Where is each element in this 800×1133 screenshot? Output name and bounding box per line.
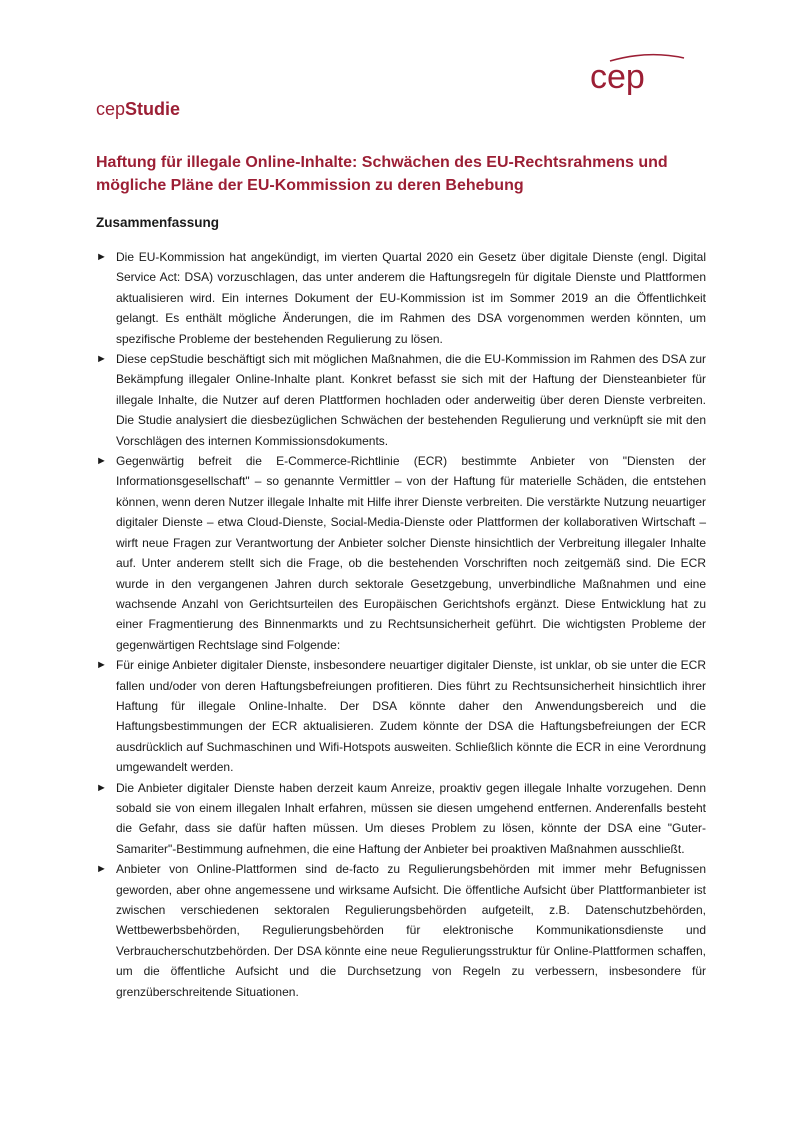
series-label xyxy=(96,99,180,120)
bullet-text: Die EU-Kommission hat angekündigt, im vierten Quartal 2020 ein Gesetz über digitale Dienste (engl. Digital Service Act: DSA) vorzuschlagen, das unter anderem die Haftungsregeln für digitale Dienste und Plattformen aktualisieren wird. Ein internes Dokument der EU-Kommission ist im Sommer 2019 an die Öffentlichkeit gelangt. Es enthält mögliche Änderungen, die im Rahmen des DSA vorgenommen werden könnten, um spezifische Probleme der bestehenden Regulierung zu lösen. xyxy=(116,250,706,346)
summary-bullet xyxy=(96,247,706,349)
cep-logo-graphic xyxy=(588,52,688,102)
summary-bullet xyxy=(96,451,706,655)
summary-bullet xyxy=(96,655,706,777)
document-title: Haftung für illegale Online-Inhalte: Schwächen des EU-Rechtsrahmens und mögliche Pläne der EU-Kommission zu deren Behebung xyxy=(96,154,668,194)
bullet-text: Für einige Anbieter digitaler Dienste, insbesondere neuartiger digitaler Dienste, ist unklar, ob sie unter die ECR fallen und/oder von deren Haftungsbefreiungen profitieren. Dies führt zu Rechtsunsicherheit hinsichtlich ihrer Haftung für illegale Online-Inhalte. Der DSA könnte daher den Anwendungsbereich und die Haftungsbestimmungen der ECR aktualisieren. Zudem könnte der DSA die Haftungsbefreiungen der ECR ausdrücklich auf Suchmaschinen und Wifi-Hotspots ausweiten. Schließlich könnte die ECR in eine Verordnung umgewandelt werden. xyxy=(116,658,706,775)
bullet-marker-icon: ► xyxy=(96,781,107,794)
bullet-text: Anbieter von Online-Plattformen sind de-facto zu Regulierungsbehörden mit immer mehr Befugnissen geworden, aber ohne angemessene und wirksame Aufsicht. Die öffentliche Aufsicht über Plattformanbieter ist zwischen verschiedenen sektoralen Regulierungsbehörden aufgeteilt, z.B. Datenschutzbehörden, Wettbewerbsbehörden, Regulierungsbehörden für elektronische Kommunikationsdienste und Verbraucherschutzbehörden. Der DSA könnte eine neue Regulierungsstruktur für Online-Plattformen schaffen, um die öffentliche Aufsicht und die Durchsetzung von Regeln zu verbessern, insbesondere für grenzüberschreitende Situationen. xyxy=(116,862,706,999)
bullet-text: Gegenwärtig befreit die E-Commerce-Richtlinie (ECR) bestimmte Anbieter von "Diensten der Informationsgesellschaft" – so genannte Vermittler – von der Haftung für materielle Schäden, die entstehen können, wenn deren Nutzer illegale Inhalte mit Hilfe ihrer Dienste verbreiten. Die verstärkte Nutzung neuartiger digitaler Dienste – etwa Cloud-Dienste, Social-Media-Dienste oder Plattformen der kollaborativen Wirtschaft – wirft neue Fragen zur Verantwortung der Anbieter solcher Dienste hinsichtlich der Verbreitung illegaler Inhalte auf. Unter anderem stellt sich die Frage, ob die bestehenden Vorschriften noch zeitgemäß sind. Die ECR wurde in den vergangenen Jahren durch sektorale Gesetzgebung, unverbindliche Maßnahmen und eine wachsende Anzahl von Gerichtsurteilen des Europäischen Gerichtshofs ergänzt. Diese Entwicklung hat zu einer Fragmentierung des Binnenmarkts und zu Rechtsunsicherheit geführt. Die wichtigsten Probleme der gegenwärtigen Rechtslage sind Folgende: xyxy=(116,454,706,652)
section-heading: Zusammenfassung xyxy=(96,215,220,230)
summary-bullet xyxy=(96,349,706,451)
summary-bullet xyxy=(96,778,706,860)
series-name: Studie xyxy=(125,99,181,119)
bullet-text: Diese cepStudie beschäftigt sich mit möglichen Maßnahmen, die die EU-Kommission im Rahmen des DSA zur Bekämpfung illegaler Online-Inhalte plant. Konkret befasst sie sich mit der Haftung der Diensteanbieter für illegale Inhalte, die Nutzer auf deren Plattformen hochladen oder anderweitig über deren Dienste verbreiten. Die Studie analysiert die diesbezüglichen Schwächen der bestehenden Regulierung und verknüpft sie mit den Vorschlägen des internen Kommissionsdokuments. xyxy=(116,352,706,448)
summary-list xyxy=(96,247,706,1002)
bullet-marker-icon: ► xyxy=(96,251,107,263)
series-prefix: cep xyxy=(96,99,126,119)
bullet-marker-icon: ► xyxy=(96,353,107,366)
summary-bullet xyxy=(96,859,706,1002)
cep-logo-text: cep xyxy=(590,58,645,96)
cep-logo xyxy=(588,52,688,102)
bullet-marker-icon: ► xyxy=(96,455,107,468)
bullet-text: Die Anbieter digitaler Dienste haben derzeit kaum Anreize, proaktiv gegen illegale Inhalte vorzugehen. Denn sobald sie von einem illegalen Inhalt erfahren, müssen sie diesen umgehend entfernen. Anderenfalls besteht die Gefahr, dass sie dafür haften müssen. Um dieses Problem zu lösen, könnte der DSA eine "Guter-Samariter"-Bestimmung aufnehmen, die eine Haftung der Anbieter bei proaktiven Maßnahmen ausschließt. xyxy=(116,780,706,856)
bullet-marker-icon: ► xyxy=(96,659,107,672)
bullet-marker-icon: ► xyxy=(96,863,107,876)
